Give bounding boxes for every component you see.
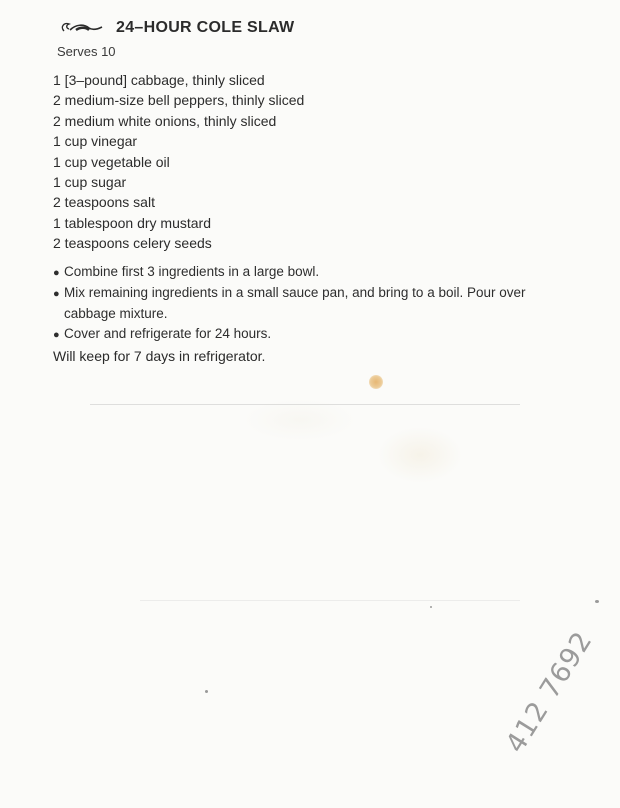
paper-crease [140, 600, 520, 601]
ingredient-list [53, 70, 304, 254]
instruction-text: Cover and refrigerate for 24 hours. [64, 326, 272, 341]
ingredient-item: 1 cup vinegar [53, 133, 138, 150]
ingredient-item: 1 cup vegetable oil [53, 153, 170, 170]
instruction-list [53, 262, 573, 345]
ingredient-item: 2 teaspoons celery seeds [53, 235, 212, 252]
paper-speck [205, 690, 208, 693]
bullet-dot-icon: ● [53, 267, 60, 279]
paper-crease [90, 404, 520, 405]
ingredient-item: 1 tablespoon dry mustard [53, 214, 211, 231]
ingredient-item: 2 medium-size bell peppers, thinly sliced [53, 92, 305, 109]
bullet-dot-icon: ● [53, 329, 60, 341]
swirl-ornament-icon [58, 18, 106, 38]
title-row [58, 18, 294, 38]
recipe-title: 24–HOUR COLE SLAW [116, 19, 295, 36]
instruction-step [53, 324, 573, 345]
handwritten-number: 412 7692 [500, 625, 599, 759]
bullet-dot-icon: ● [53, 288, 60, 300]
ingredient-item: 1 cup sugar [53, 174, 127, 191]
paper-speck [595, 600, 599, 603]
food-stain [369, 375, 383, 389]
ingredient-item: 2 teaspoons salt [53, 194, 155, 211]
ingredient-item: 1 [3–pound] cabbage, thinly sliced [53, 72, 265, 88]
storage-note: Will keep for 7 days in refrigerator. [53, 348, 266, 364]
instruction-step [53, 283, 573, 324]
instruction-step [53, 262, 573, 283]
ingredient-item: 2 medium white onions, thinly sliced [53, 112, 277, 129]
servings-text: Serves 10 [57, 44, 116, 59]
instruction-text: Mix remaining ingredients in a small sauce pan, and bring to a boil. Pour over cabbage mixture. [64, 285, 526, 321]
instruction-text: Combine first 3 ingredients in a large bowl. [64, 264, 320, 279]
paper-speck [430, 606, 432, 608]
